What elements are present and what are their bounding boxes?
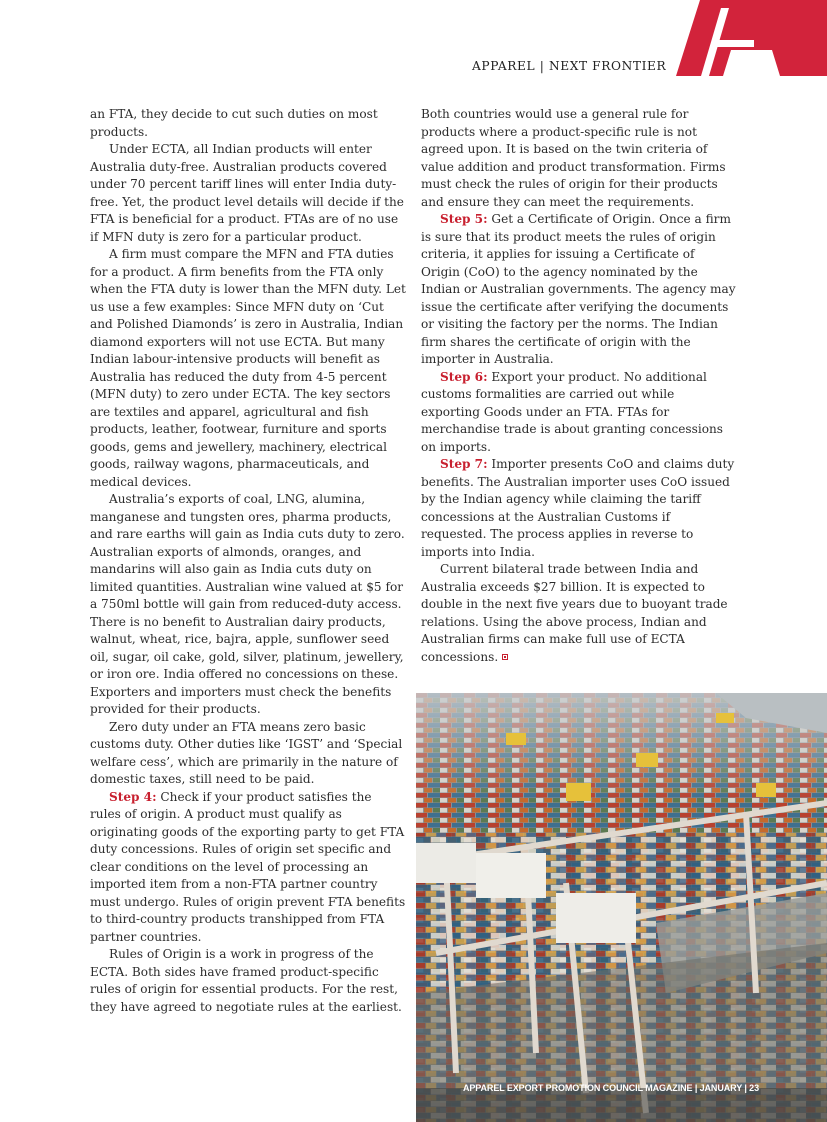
- magazine-logo-a: [676, 0, 827, 76]
- step-6-paragraph: [421, 369, 737, 457]
- section-separator: |: [539, 59, 545, 73]
- section-topic: NEXT FRONTIER: [548, 59, 667, 73]
- step-5-label: Step 5:: [440, 212, 488, 226]
- running-head: [472, 59, 672, 73]
- paragraph: an FTA, they decide to cut such duties on most products.: [90, 107, 378, 139]
- container-port-photo: [416, 693, 827, 1122]
- paragraph: Under ECTA, all Indian products will enter Australia duty-free. Australian products covered under 70 percent tariff lines will enter India duty-free. Yet, the product level details will decide if the FTA is beneficial for a product. FTAs are of no use if MFN duty is zero for a particular product.: [90, 142, 404, 244]
- closing-paragraph: Current bilateral trade between India and Australia exceeds $27 billion. It is expected to double in the next five years due to buoyant trade relations. Using the above process, Indian and Australian firms can make full use of ECTA concessions.: [421, 562, 728, 664]
- step-7-label: Step 7:: [440, 457, 488, 471]
- paragraph: Australia’s exports of coal, LNG, alumina, manganese and tungsten ores, pharma products, and rare earths will gain as India cuts duty to zero. Australian exports of almonds, oranges, and mandarins will also gain as India cuts duty on limited quantities. Australian wine valued at $5 for a 750ml bottle will gain from reduced-duty access. There is no benefit to Australian dairy products, walnut, wheat, rice, bajra, apple, sunflower seed oil, sugar, oil cake, gold, silver, platinum, jewellery, or iron ore. India offered no concessions on these. Exporters and importers must check the benefits provided for their products.: [90, 492, 405, 716]
- section-name: APPAREL: [472, 59, 536, 73]
- step-4-label: Step 4:: [109, 789, 157, 804]
- paragraph: Rules of Origin is a work in progress of the ECTA. Both sides have framed product-specific rules of origin for essential products. For the rest, they have agreed to negotiate rules at the earliest.: [90, 947, 402, 1014]
- step-5-paragraph: [421, 211, 737, 369]
- paragraph: Zero duty under an FTA means zero basic customs duty. Other duties like ‘IGST’ and ‘Special welfare cess’, which are primarily in the nature of domestic taxes, still need to be paid.: [90, 719, 403, 786]
- page-footer: APPAREL EXPORT PROMOTION COUNCIL MAGAZINE | JANUARY | 23: [463, 1083, 759, 1093]
- step-7-text: Importer presents CoO and claims duty benefits. The Australian importer uses CoO issued by the Indian agency while claiming the tariff concessions at the Australian Customs if requested. The process applies in reverse to imports into India.: [421, 457, 735, 559]
- end-of-article-icon: [502, 654, 508, 660]
- step-5-text: Get a Certificate of Origin. Once a firm is sure that its product meets the rules of origin criteria, it applies for issuing a Certificate of Origin (CoO) to the agency nominated by the Indian or Australian governments. The agency may issue the certificate after verifying the documents or visiting the factory per the norms. The Indian firm shares the certificate of origin with the importer in Australia.: [421, 212, 736, 366]
- step-6-text: Export your product. No additional customs formalities are carried out while exporting Goods under an FTA. FTAs for merchandise trade is about granting concessions on imports.: [421, 369, 723, 454]
- paragraph: Both countries would use a general rule for products where a product-specific rule is not agreed upon. It is based on the twin criteria of value addition and product transformation. Firms must check the rules of origin for their products and ensure they can meet the requirements.: [421, 107, 726, 209]
- paragraph: A firm must compare the MFN and FTA duties for a product. A firm benefits from the FTA only when the FTA duty is lower than the MFN duty. Let us use a few examples: Since MFN duty on ‘Cut and Polished Diamonds’ is zero in Australia, Indian diamond exporters will not use ECTA. But many Indian labour-intensive products will benefit as Australia has reduced the duty from 4-5 percent (MFN duty) to zero under ECTA. The key sectors are textiles and apparel, agricultural and fish products, leather, footwear, furniture and sports goods, gems and jewellery, machinery, electrical goods, railway wagons, pharmaceuticals, and medical devices.: [90, 247, 406, 489]
- step-4-text: Check if your product satisfies the rules of origin. A product must qualify as originating goods of the exporting party to get FTA duty concessions. Rules of origin set specific and clear conditions on the level of processing an imported item from a non-FTA partner country must undergo. Rules of origin prevent FTA benefits to third-country products transhipped from FTA partner countries.: [90, 789, 406, 944]
- article-column-left: [90, 106, 406, 1016]
- step-7-paragraph: [421, 456, 737, 561]
- article-column-right: [421, 106, 737, 666]
- step-4-paragraph: [90, 789, 406, 947]
- step-6-label: Step 6:: [440, 369, 488, 384]
